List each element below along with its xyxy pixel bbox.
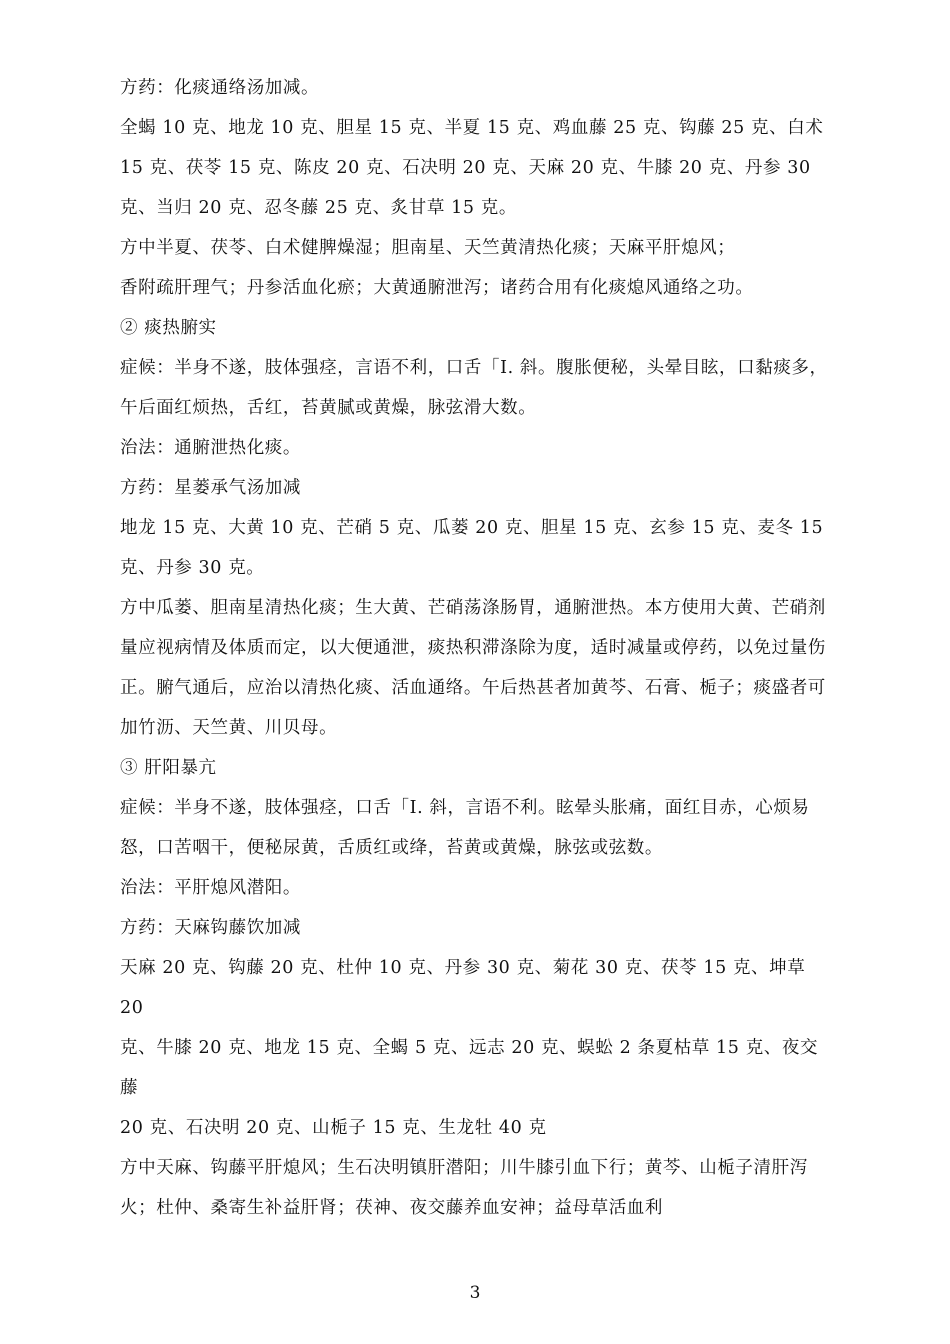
paragraph-herb-list-1: 全蝎 10 克、地龙 10 克、胆星 15 克、半夏 15 克、鸡血藤 25 克、钩藤 25 克、白术 15 克、茯苓 15 克、陈皮 20 克、石决明 20 克、天麻 20 克、牛膝 20 克、丹参 30 克、当归 20 克、忍冬藤 25 克、炙甘草 15 克。 [120, 118, 824, 218]
section-heading-liver-yang: ③ 肝阳暴亢 [120, 758, 217, 778]
paragraph-symptoms-3: 症候：半身不遂，肢体强痉，口舌「I. 斜，言语不利。眩晕头胀痛，面红目赤，心烦易怒，口苦咽干，便秘尿黄，舌质红或绛，苔黄或黄燥，脉弦或弦数。 [120, 798, 810, 858]
paragraph-explanation-3: 方中天麻、钩藤平肝熄风；生石决明镇肝潜阳；川牛膝引血下行；黄芩、山栀子清肝泻火；杜仲、桑寄生补益肝肾；茯神、夜交藤养血安神；益母草活血利 [120, 1158, 808, 1218]
paragraph-herb-list-3b: 20 [120, 998, 144, 1018]
paragraph-prescription-heading-2: 方药：星蒌承气汤加减 [120, 478, 301, 498]
paragraph-explanation-1a: 方中半夏、茯苓、白术健脾燥湿；胆南星、天竺黄清热化痰；天麻平肝熄风； [120, 238, 736, 258]
paragraph-treatment-2: 治法：通腑泄热化痰。 [120, 438, 301, 458]
paragraph-herb-list-3a: 天麻 20 克、钩藤 20 克、杜仲 10 克、丹参 30 克、菊花 30 克、茯苓 15 克、坤草 [120, 958, 806, 978]
paragraph-explanation-1b: 香附疏肝理气；丹参活血化瘀；大黄通腑泄泻；诸药合用有化痰熄风通络之功。 [120, 278, 754, 298]
paragraph-herb-list-3d: 20 克、石决明 20 克、山栀子 15 克、生龙牡 40 克 [120, 1118, 547, 1138]
paragraph-prescription-heading-1: 方药：化痰通络汤加减。 [120, 78, 320, 98]
paragraph-treatment-3: 治法：平肝熄风潜阳。 [120, 878, 301, 898]
paragraph-symptoms-2: 症候：半身不遂，肢体强痉，言语不利，口舌「I. 斜。腹胀便秘，头晕目眩，口黏痰多，午后面红烦热，舌红，苔黄腻或黄燥，脉弦滑大数。 [120, 358, 828, 418]
paragraph-explanation-2: 方中瓜蒌、胆南星清热化痰；生大黄、芒硝荡涤肠胃，通腑泄热。本方使用大黄、芒硝剂量应视病情及体质而定，以大便通泄，痰热积滞涤除为度，适时减量或停药，以免过量伤正。腑气通后，应治以清热化痰、活血通络。午后热甚者加黄芩、石膏、栀子；痰盛者可加竹沥、天竺黄、川贝母。 [120, 598, 826, 738]
section-heading-phlegm-heat: ② 痰热腑实 [120, 318, 217, 338]
page-number: 3 [469, 1283, 481, 1303]
document-body [120, 68, 832, 1228]
paragraph-herb-list-3c: 克、牛膝 20 克、地龙 15 克、全蝎 5 克、远志 20 克、蜈蚣 2 条夏枯草 15 克、夜交藤 [120, 1038, 819, 1098]
paragraph-herb-list-2: 地龙 15 克、大黄 10 克、芒硝 5 克、瓜蒌 20 克、胆星 15 克、玄参 15 克、麦冬 15 克、丹参 30 克。 [120, 518, 824, 578]
paragraph-prescription-heading-3: 方药：天麻钩藤饮加减 [120, 918, 301, 938]
